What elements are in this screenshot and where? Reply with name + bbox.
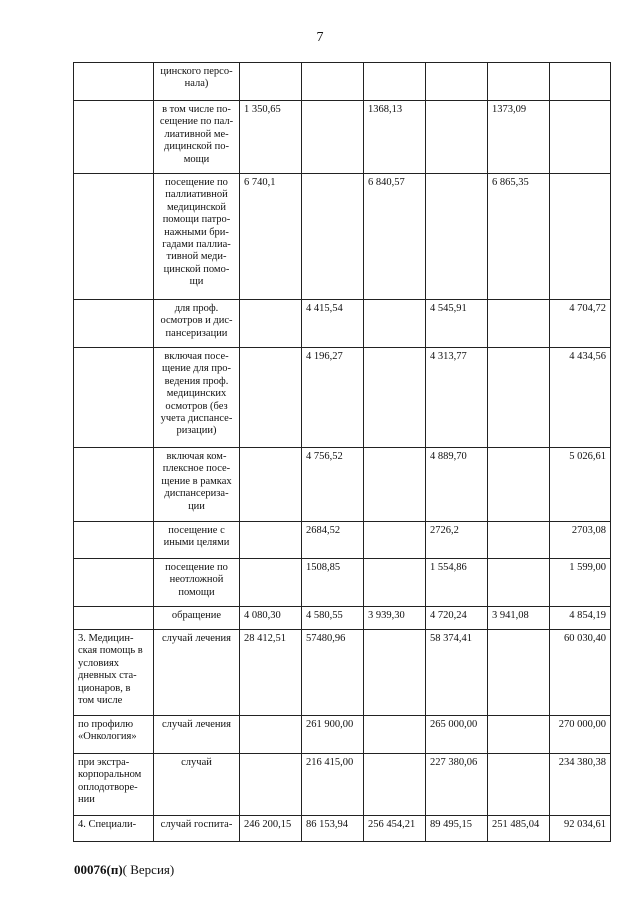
- table-row: [74, 559, 611, 607]
- value-cell: [240, 448, 302, 522]
- section-cell: [74, 559, 154, 607]
- value-cell: [488, 448, 550, 522]
- value-cell: [426, 101, 488, 174]
- value-cell: 5 026,61: [550, 448, 611, 522]
- value-cell: 4 889,70: [426, 448, 488, 522]
- value-cell: [488, 522, 550, 559]
- section-cell: [74, 63, 154, 101]
- value-cell: [488, 630, 550, 716]
- value-cell: [488, 63, 550, 101]
- section-cell: [74, 348, 154, 448]
- value-cell: 270 000,00: [550, 716, 611, 754]
- table-row: [74, 754, 611, 816]
- value-cell: 3 939,30: [364, 607, 426, 630]
- value-cell: 86 153,94: [302, 816, 364, 842]
- unit-cell: посещение по паллиативной медицинской помощи патро- нажными бри- гадами паллиа- тивной меди- цинской помо- щи: [154, 174, 240, 300]
- document-footer: [74, 862, 174, 878]
- unit-cell: включая посе- щение для про- ведения проф. медицинских осмотров (без учета диспансе- ризации): [154, 348, 240, 448]
- value-cell: 4 434,56: [550, 348, 611, 448]
- section-cell: [74, 101, 154, 174]
- value-cell: 251 485,04: [488, 816, 550, 842]
- value-cell: [426, 174, 488, 300]
- unit-cell: обращение: [154, 607, 240, 630]
- section-cell: [74, 174, 154, 300]
- unit-cell: посещение по неотложной помощи: [154, 559, 240, 607]
- document-version: ( Версия): [122, 862, 175, 877]
- section-cell: [74, 448, 154, 522]
- tariff-table: [73, 62, 611, 842]
- table-row: [74, 816, 611, 842]
- unit-cell: в том числе по- сещение по пал- лиативной ме- дицинской по- мощи: [154, 101, 240, 174]
- value-cell: 216 415,00: [302, 754, 364, 816]
- value-cell: [240, 522, 302, 559]
- table-row: [74, 63, 611, 101]
- value-cell: [488, 348, 550, 448]
- value-cell: [240, 716, 302, 754]
- document-code: 00076(п): [74, 862, 123, 877]
- value-cell: [426, 63, 488, 101]
- value-cell: [240, 348, 302, 448]
- table-row: [74, 522, 611, 559]
- value-cell: [240, 754, 302, 816]
- value-cell: 92 034,61: [550, 816, 611, 842]
- table-row: [74, 101, 611, 174]
- value-cell: [240, 63, 302, 101]
- unit-cell: цинского персо- нала): [154, 63, 240, 101]
- unit-cell: случай лечения: [154, 716, 240, 754]
- value-cell: 2684,52: [302, 522, 364, 559]
- value-cell: [302, 101, 364, 174]
- section-cell: 3. Медицин- ская помощь в условиях дневных ста- ционаров, в том числе: [74, 630, 154, 716]
- value-cell: 4 854,19: [550, 607, 611, 630]
- section-cell: 4. Специали-: [74, 816, 154, 842]
- value-cell: 4 196,27: [302, 348, 364, 448]
- value-cell: [550, 101, 611, 174]
- value-cell: [364, 448, 426, 522]
- value-cell: 60 030,40: [550, 630, 611, 716]
- value-cell: 89 495,15: [426, 816, 488, 842]
- value-cell: [550, 174, 611, 300]
- value-cell: 1 350,65: [240, 101, 302, 174]
- value-cell: [302, 63, 364, 101]
- unit-cell: для проф. осмотров и дис- пансеризации: [154, 300, 240, 348]
- value-cell: 4 545,91: [426, 300, 488, 348]
- value-cell: 3 941,08: [488, 607, 550, 630]
- page-number: 7: [316, 30, 324, 45]
- value-cell: [488, 300, 550, 348]
- value-cell: 4 704,72: [550, 300, 611, 348]
- table-row: [74, 630, 611, 716]
- value-cell: 4 313,77: [426, 348, 488, 448]
- table-row: [74, 348, 611, 448]
- value-cell: [364, 754, 426, 816]
- table-row: [74, 607, 611, 630]
- value-cell: [240, 300, 302, 348]
- value-cell: 1373,09: [488, 101, 550, 174]
- unit-cell: случай лечения: [154, 630, 240, 716]
- value-cell: 4 415,54: [302, 300, 364, 348]
- value-cell: 256 454,21: [364, 816, 426, 842]
- value-cell: 6 865,35: [488, 174, 550, 300]
- value-cell: 227 380,06: [426, 754, 488, 816]
- table-row: [74, 716, 611, 754]
- value-cell: [488, 716, 550, 754]
- value-cell: 58 374,41: [426, 630, 488, 716]
- value-cell: [240, 559, 302, 607]
- value-cell: 6 840,57: [364, 174, 426, 300]
- value-cell: [302, 174, 364, 300]
- value-cell: [364, 522, 426, 559]
- section-cell: [74, 607, 154, 630]
- value-cell: [364, 348, 426, 448]
- value-cell: 261 900,00: [302, 716, 364, 754]
- table-row: [74, 174, 611, 300]
- value-cell: 2726,2: [426, 522, 488, 559]
- unit-cell: посещение с иными целями: [154, 522, 240, 559]
- value-cell: 4 580,55: [302, 607, 364, 630]
- value-cell: 265 000,00: [426, 716, 488, 754]
- unit-cell: случай: [154, 754, 240, 816]
- value-cell: 1508,85: [302, 559, 364, 607]
- value-cell: 1 599,00: [550, 559, 611, 607]
- value-cell: 4 756,52: [302, 448, 364, 522]
- value-cell: [364, 300, 426, 348]
- section-cell: [74, 522, 154, 559]
- section-cell: по профилю «Онкология»: [74, 716, 154, 754]
- value-cell: [488, 754, 550, 816]
- value-cell: 6 740,1: [240, 174, 302, 300]
- table-row: [74, 300, 611, 348]
- value-cell: 1 554,86: [426, 559, 488, 607]
- value-cell: 1368,13: [364, 101, 426, 174]
- value-cell: [364, 559, 426, 607]
- value-cell: [364, 63, 426, 101]
- section-cell: [74, 300, 154, 348]
- value-cell: [364, 716, 426, 754]
- table-row: [74, 448, 611, 522]
- value-cell: 4 080,30: [240, 607, 302, 630]
- value-cell: [550, 63, 611, 101]
- unit-cell: случай госпита-: [154, 816, 240, 842]
- value-cell: 2703,08: [550, 522, 611, 559]
- value-cell: 57480,96: [302, 630, 364, 716]
- value-cell: 28 412,51: [240, 630, 302, 716]
- value-cell: 4 720,24: [426, 607, 488, 630]
- unit-cell: включая ком- плексное посе- щение в рамках диспансериза- ции: [154, 448, 240, 522]
- section-cell: при экстра- корпоральном оплодотворе- нии: [74, 754, 154, 816]
- value-cell: [488, 559, 550, 607]
- value-cell: [364, 630, 426, 716]
- value-cell: 246 200,15: [240, 816, 302, 842]
- value-cell: 234 380,38: [550, 754, 611, 816]
